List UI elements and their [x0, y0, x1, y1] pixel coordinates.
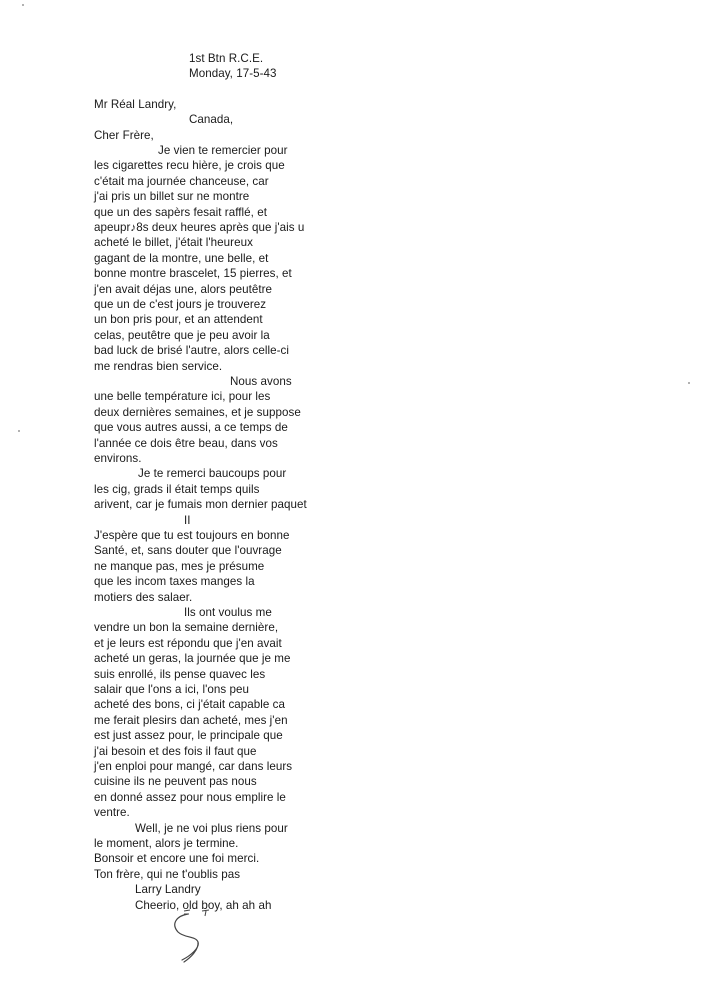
body-line: une belle température ici, pour les — [94, 390, 271, 403]
scan-speck — [18, 430, 20, 432]
body-line: que un de c'est jours je trouverez — [94, 298, 267, 311]
body-line: gagant de la montre, une belle, et — [94, 252, 269, 265]
body-line: l'année ce dois être beau, dans vos — [94, 437, 278, 450]
sender-name: Larry Landry — [135, 883, 201, 896]
salutation-line: Cher Frère, — [94, 129, 154, 142]
body-line: j'ai besoin et des fois il faut que — [94, 745, 257, 758]
body-line: j'en avait déjas une, alors peutêtre — [94, 283, 273, 296]
country-line: Canada, — [189, 113, 234, 126]
body-line: motiers des salaer. — [94, 591, 193, 604]
body-line: Je vien te remercier pour — [158, 144, 288, 157]
body-line: bad luck de brisé l'autre, alors celle-ci — [94, 344, 290, 357]
body-line: me rendras bien service. — [94, 360, 223, 373]
page-number: II — [184, 514, 191, 527]
body-line: Santé, et, sans douter que l'ouvrage — [94, 544, 282, 557]
body-line: les cigarettes recu hière, je crois que — [94, 159, 285, 172]
body-line: Ton frère, qui ne t'oublis pas — [94, 868, 241, 881]
body-line: Well, je ne voi plus riens pour — [135, 822, 288, 835]
body-line: arivent, car je fumais mon dernier paquet — [94, 498, 307, 511]
body-line: Ils ont voulus me — [184, 606, 272, 619]
body-line: suis enrollé, ils pense quavec les — [94, 668, 266, 681]
date-line: Monday, 17-5-43 — [189, 67, 277, 80]
body-line: que vous autres aussi, a ce temps de — [94, 421, 288, 434]
body-line: deux dernières semaines, et je suppose — [94, 406, 301, 419]
body-line: Nous avons — [230, 375, 292, 388]
body-line: J'espère que tu est toujours en bonne — [94, 529, 290, 542]
body-line: que un des sapèrs fesait rafflé, et — [94, 206, 267, 219]
unit-line: 1st Btn R.C.E. — [189, 52, 264, 65]
body-line: un bon pris pour, et an attendent — [94, 313, 263, 326]
body-line: cuisine ils ne peuvent pas nous — [94, 775, 257, 788]
body-line: vendre un bon la semaine dernière, — [94, 621, 279, 634]
body-line: le moment, alors je termine. — [94, 837, 239, 850]
body-line: Je te remerci baucoups pour — [138, 467, 287, 480]
body-line: est just assez pour, le principale que — [94, 729, 283, 742]
body-line: j'ai pris un billet sur ne montre — [94, 190, 250, 203]
signature-scribble — [168, 908, 218, 964]
recipient-line: Mr Réal Landry, — [94, 98, 177, 111]
body-line: acheté un geras, la journée que je me — [94, 652, 291, 665]
body-line: salair que l'ons a ici, l'ons peu — [94, 683, 249, 696]
body-line: celas, peutêtre que je peu avoir la — [94, 329, 270, 342]
body-line: bonne montre brascelet, 15 pierres, et — [94, 267, 292, 280]
body-line: ne manque pas, mes je présume — [94, 560, 265, 573]
body-line: acheté le billet, j'était l'heureux — [94, 236, 253, 249]
body-line: Bonsoir et encore une foi merci. — [94, 852, 260, 865]
body-line: en donné assez pour nous emplire le — [94, 791, 286, 804]
body-line: environs. — [94, 452, 142, 465]
body-line: me ferait plesirs dan acheté, mes j'en — [94, 714, 288, 727]
scan-speck — [688, 382, 690, 384]
body-line: c'était ma journée chanceuse, car — [94, 175, 269, 188]
body-line: les cig, grads il était temps quils — [94, 483, 260, 496]
body-line: ventre. — [94, 806, 130, 819]
body-line: j'en enploi pour mangé, car dans leurs — [94, 760, 293, 773]
body-line: apeupr♪8s deux heures après que j'ais u — [94, 221, 305, 234]
body-line: que les incom taxes manges la — [94, 575, 255, 588]
body-line: acheté des bons, ci j'était capable ca — [94, 698, 286, 711]
scan-speck — [22, 4, 24, 6]
body-line: et je leurs est répondu que j'en avait — [94, 637, 282, 650]
farewell-line: Cheerio, old boy, ah ah ah — [135, 899, 272, 912]
